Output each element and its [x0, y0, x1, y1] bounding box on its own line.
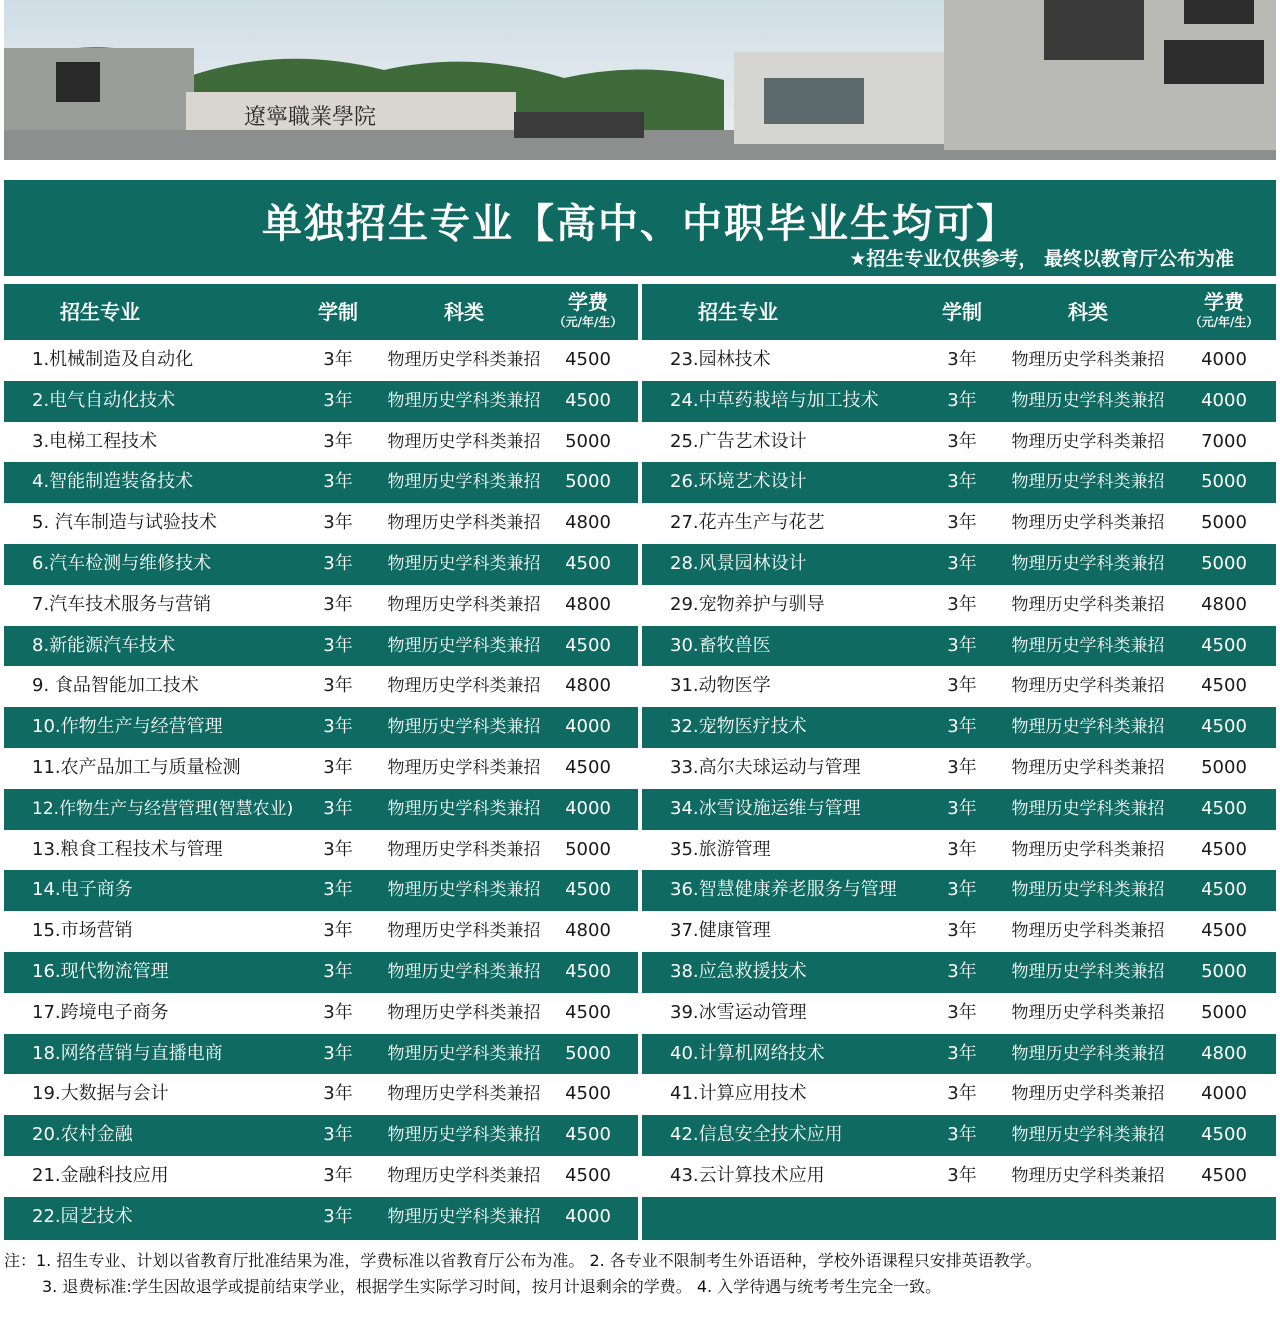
header-category: 科类 — [444, 300, 484, 324]
subject-category: 物理历史学科类兼招 — [1011, 839, 1165, 860]
tuition-fee: 5000 — [1201, 1001, 1247, 1023]
tuition-fee: 5000 — [565, 430, 611, 452]
study-length: 3年 — [323, 797, 353, 819]
table-row — [4, 462, 638, 503]
tuition-fee: 4500 — [1201, 1164, 1247, 1186]
major-name: 37.健康管理 — [670, 920, 771, 942]
tuition-fee: 5000 — [565, 1042, 611, 1064]
table-header — [642, 284, 1276, 340]
study-length: 3年 — [323, 756, 353, 778]
header-fee-label: 学费 — [1204, 290, 1244, 314]
major-name: 30.畜牧兽医 — [670, 634, 771, 656]
subject-category: 物理历史学科类兼招 — [387, 472, 541, 493]
major-name: 14.电子商务 — [32, 879, 133, 901]
major-name: 26.环境艺术设计 — [670, 471, 807, 493]
major-name: 32.宠物医疗技术 — [670, 716, 807, 738]
subject-category: 物理历史学科类兼招 — [1011, 635, 1165, 656]
subject-category: 物理历史学科类兼招 — [387, 513, 541, 534]
header-major: 招生专业 — [698, 300, 778, 324]
major-name: 42.信息安全技术应用 — [670, 1124, 843, 1146]
major-name: 12.作物生产与经营管理(智慧农业) — [32, 798, 294, 819]
title-banner — [4, 180, 1276, 276]
subject-category: 物理历史学科类兼招 — [387, 798, 541, 819]
subject-category: 物理历史学科类兼招 — [1011, 757, 1165, 778]
header-fee-label: 学费 — [568, 290, 608, 314]
study-length: 3年 — [323, 1164, 353, 1186]
table-row — [642, 626, 1276, 667]
table-row — [4, 503, 638, 544]
subject-category: 物理历史学科类兼招 — [1011, 1043, 1165, 1064]
major-name: 1.机械制造及自动化 — [32, 349, 194, 370]
major-name: 35.旅游管理 — [670, 838, 771, 860]
subject-category: 物理历史学科类兼招 — [387, 757, 541, 778]
major-name: 21.金融科技应用 — [32, 1164, 169, 1186]
subject-category: 物理历史学科类兼招 — [1011, 513, 1165, 534]
study-length: 3年 — [947, 716, 977, 738]
tuition-fee: 4500 — [1201, 920, 1247, 942]
study-length: 3年 — [323, 1124, 353, 1146]
subject-category: 物理历史学科类兼招 — [387, 1084, 541, 1105]
majors-table-right — [642, 284, 1276, 1240]
table-row — [642, 748, 1276, 789]
major-name: 27.花卉生产与花艺 — [670, 512, 825, 534]
gate-sign-text: 遼寧職業學院 — [244, 105, 377, 130]
table-row — [642, 340, 1276, 381]
study-length: 3年 — [947, 1124, 977, 1146]
study-length: 3年 — [323, 512, 353, 534]
major-name: 36.智慧健康养老服务与管理 — [670, 879, 897, 901]
table-row — [642, 666, 1276, 707]
tuition-fee: 4500 — [1201, 838, 1247, 860]
study-length: 3年 — [323, 879, 353, 901]
table-row — [4, 707, 638, 748]
subject-category: 物理历史学科类兼招 — [387, 717, 541, 738]
major-name: 6.汽车检测与维修技术 — [32, 552, 212, 574]
table-row — [642, 1115, 1276, 1156]
table-row — [642, 585, 1276, 626]
table-row — [4, 626, 638, 667]
header-fee-unit: （元/年/生） — [1189, 315, 1259, 329]
subject-category: 物理历史学科类兼招 — [1011, 1002, 1165, 1023]
table-row — [4, 748, 638, 789]
subject-category: 物理历史学科类兼招 — [1011, 676, 1165, 697]
subject-category: 物理历史学科类兼招 — [387, 390, 541, 411]
table-row — [642, 870, 1276, 911]
subject-category: 物理历史学科类兼招 — [387, 1206, 541, 1227]
study-length: 3年 — [947, 349, 977, 370]
table-row — [642, 422, 1276, 463]
study-length: 3年 — [947, 838, 977, 860]
tuition-fee: 4500 — [565, 756, 611, 778]
tuition-fee: 4000 — [1201, 389, 1247, 411]
table-row — [4, 993, 638, 1034]
subject-category: 物理历史学科类兼招 — [387, 594, 541, 615]
major-name: 25.广告艺术设计 — [670, 430, 807, 452]
header-category: 科类 — [1068, 300, 1108, 324]
tuition-fee: 4000 — [565, 1205, 611, 1227]
table-row — [4, 911, 638, 952]
study-length: 3年 — [947, 756, 977, 778]
tuition-fee: 5000 — [1201, 756, 1247, 778]
study-length: 3年 — [947, 593, 977, 615]
header-fee — [540, 290, 636, 330]
major-name: 24.中草药栽培与加工技术 — [670, 389, 879, 411]
subject-category: 物理历史学科类兼招 — [1011, 798, 1165, 819]
major-name: 4.智能制造装备技术 — [32, 471, 194, 493]
major-name: 39.冰雪运动管理 — [670, 1001, 807, 1023]
table-row — [4, 1197, 638, 1238]
study-length: 3年 — [323, 593, 353, 615]
study-length: 3年 — [947, 879, 977, 901]
subject-category: 物理历史学科类兼招 — [1011, 1165, 1165, 1186]
study-length: 3年 — [323, 471, 353, 493]
major-name: 18.网络营销与直播电商 — [32, 1042, 223, 1064]
study-length: 3年 — [947, 1042, 977, 1064]
tuition-fee: 4800 — [565, 675, 611, 697]
table-row — [4, 1074, 638, 1115]
subject-category: 物理历史学科类兼招 — [387, 1125, 541, 1146]
major-name: 34.冰雪设施运维与管理 — [670, 797, 861, 819]
header-major: 招生专业 — [60, 300, 140, 324]
study-length: 3年 — [947, 512, 977, 534]
header-length: 学制 — [942, 300, 982, 324]
table-row — [642, 544, 1276, 585]
tuition-fee: 4800 — [1201, 1042, 1247, 1064]
tuition-fee: 5000 — [1201, 471, 1247, 493]
table-row — [642, 462, 1276, 503]
tuition-fee: 4500 — [565, 1001, 611, 1023]
study-length: 3年 — [947, 634, 977, 656]
footnote-line-1: 注：1. 招生专业、计划以省教育厅批准结果为准，学费标准以省教育厅公布为准。 2. 各专业不限制考生外语语种，学校外语课程只安排英语教学。 — [4, 1251, 1042, 1270]
major-name: 10.作物生产与经营管理 — [32, 716, 223, 738]
tuition-fee: 4500 — [1201, 634, 1247, 656]
subject-category: 物理历史学科类兼招 — [387, 921, 541, 942]
tuition-fee: 4500 — [565, 879, 611, 901]
subject-category: 物理历史学科类兼招 — [387, 553, 541, 574]
tuition-fee: 5000 — [1201, 960, 1247, 982]
major-name: 29.宠物养护与驯导 — [670, 593, 825, 615]
subject-category: 物理历史学科类兼招 — [1011, 961, 1165, 982]
study-length: 3年 — [323, 430, 353, 452]
major-name: 9. 食品智能加工技术 — [32, 675, 199, 697]
tuition-fee: 4000 — [1201, 349, 1247, 370]
title-note: ★招生专业仅供参考， 最终以教育厅公布为准 — [849, 248, 1234, 270]
subject-category: 物理历史学科类兼招 — [1011, 350, 1165, 370]
major-name: 5. 汽车制造与试验技术 — [32, 512, 217, 534]
study-length: 3年 — [323, 675, 353, 697]
table-row — [642, 993, 1276, 1034]
study-length: 3年 — [947, 675, 977, 697]
table-row — [4, 544, 638, 585]
table-row — [4, 666, 638, 707]
study-length: 3年 — [947, 1164, 977, 1186]
major-name: 17.跨境电子商务 — [32, 1001, 169, 1023]
major-name: 13.粮食工程技术与管理 — [32, 838, 223, 860]
subject-category: 物理历史学科类兼招 — [1011, 921, 1165, 942]
major-name: 33.高尔夫球运动与管理 — [670, 756, 861, 778]
study-length: 3年 — [323, 349, 353, 370]
major-name: 16.现代物流管理 — [32, 960, 169, 982]
major-name: 3.电梯工程技术 — [32, 430, 158, 452]
table-body-left — [4, 340, 638, 1238]
table-row — [4, 1156, 638, 1197]
subject-category: 物理历史学科类兼招 — [1011, 717, 1165, 738]
header-fee-unit: （元/年/生） — [553, 315, 623, 329]
table-row — [4, 1115, 638, 1156]
subject-category: 物理历史学科类兼招 — [1011, 553, 1165, 574]
tuition-fee: 4500 — [1201, 797, 1247, 819]
major-name: 22.园艺技术 — [32, 1205, 133, 1227]
subject-category: 物理历史学科类兼招 — [387, 676, 541, 697]
table-row — [4, 422, 638, 463]
tuition-fee: 4000 — [1201, 1083, 1247, 1105]
study-length: 3年 — [947, 430, 977, 452]
table-row — [642, 1074, 1276, 1115]
study-length: 3年 — [323, 838, 353, 860]
tuition-fee: 4800 — [565, 593, 611, 615]
page-title: 单独招生专业【高中、中职毕业生均可】 — [262, 201, 1018, 247]
table-row — [4, 1034, 638, 1075]
tuition-fee: 5000 — [1201, 512, 1247, 534]
major-name: 40.计算机网络技术 — [670, 1042, 825, 1064]
subject-category: 物理历史学科类兼招 — [1011, 431, 1165, 452]
tuition-fee: 7000 — [1201, 430, 1247, 452]
subject-category: 物理历史学科类兼招 — [1011, 1125, 1165, 1146]
study-length: 3年 — [323, 389, 353, 411]
table-row — [642, 830, 1276, 871]
tuition-fee: 4500 — [1201, 1124, 1247, 1146]
subject-category: 物理历史学科类兼招 — [1011, 880, 1165, 901]
major-name: 7.汽车技术服务与营销 — [32, 593, 212, 615]
table-row — [4, 870, 638, 911]
tuition-fee: 4500 — [1201, 879, 1247, 901]
major-name: 28.风景园林设计 — [670, 552, 807, 574]
study-length: 3年 — [947, 471, 977, 493]
table-body-right — [642, 340, 1276, 1197]
subject-category: 物理历史学科类兼招 — [387, 1002, 541, 1023]
tuition-fee: 4500 — [1201, 716, 1247, 738]
tuition-fee: 4500 — [565, 552, 611, 574]
tuition-fee: 4500 — [565, 389, 611, 411]
study-length: 3年 — [323, 552, 353, 574]
tuition-fee: 4500 — [565, 1164, 611, 1186]
subject-category: 物理历史学科类兼招 — [1011, 1084, 1165, 1105]
table-row — [642, 503, 1276, 544]
tuition-fee: 5000 — [565, 838, 611, 860]
tuition-fee: 4500 — [565, 1083, 611, 1105]
table-row — [642, 911, 1276, 952]
tuition-fee: 5000 — [1201, 552, 1247, 574]
subject-category: 物理历史学科类兼招 — [387, 635, 541, 656]
table-row — [4, 340, 638, 381]
study-length: 3年 — [323, 960, 353, 982]
table-row — [642, 952, 1276, 993]
table-row — [4, 789, 638, 830]
major-name: 41.计算应用技术 — [670, 1083, 807, 1105]
tuition-fee: 4500 — [565, 1124, 611, 1146]
major-name: 23.园林技术 — [670, 349, 771, 370]
table-row — [642, 1156, 1276, 1197]
tuition-fee: 4000 — [565, 716, 611, 738]
majors-table-left — [4, 284, 638, 1240]
study-length: 3年 — [323, 634, 353, 656]
study-length: 3年 — [323, 1083, 353, 1105]
subject-category: 物理历史学科类兼招 — [1011, 390, 1165, 411]
subject-category: 物理历史学科类兼招 — [387, 350, 541, 370]
subject-category: 物理历史学科类兼招 — [387, 961, 541, 982]
study-length: 3年 — [947, 552, 977, 574]
tuition-fee: 4500 — [565, 960, 611, 982]
major-name: 20.农村金融 — [32, 1124, 133, 1146]
header-fee — [1176, 290, 1272, 330]
study-length: 3年 — [323, 716, 353, 738]
table-row — [642, 789, 1276, 830]
subject-category: 物理历史学科类兼招 — [1011, 594, 1165, 615]
major-name: 15.市场营销 — [32, 920, 133, 942]
study-length: 3年 — [323, 1042, 353, 1064]
major-name: 38.应急救援技术 — [670, 960, 807, 982]
table-row — [4, 381, 638, 422]
table-row — [4, 952, 638, 993]
table-row — [642, 1034, 1276, 1075]
study-length: 3年 — [323, 1205, 353, 1227]
subject-category: 物理历史学科类兼招 — [387, 1165, 541, 1186]
study-length: 3年 — [947, 797, 977, 819]
footnote-line-2: 3. 退费标准:学生因故退学或提前结束学业，根据学生实际学习时间，按月计退剩余的学费。 4. 入学待遇与统考考生完全一致。 — [42, 1277, 942, 1296]
study-length: 3年 — [947, 960, 977, 982]
subject-category: 物理历史学科类兼招 — [1011, 472, 1165, 493]
major-name: 19.大数据与会计 — [32, 1083, 169, 1105]
table-row — [4, 585, 638, 626]
tuition-fee: 4500 — [565, 634, 611, 656]
table-row — [4, 830, 638, 871]
subject-category: 物理历史学科类兼招 — [387, 431, 541, 452]
major-name: 2.电气自动化技术 — [32, 389, 176, 411]
tuition-fee: 4800 — [1201, 593, 1247, 615]
subject-category: 物理历史学科类兼招 — [387, 839, 541, 860]
tuition-fee: 4800 — [565, 512, 611, 534]
table-row — [642, 381, 1276, 422]
major-name: 11.农产品加工与质量检测 — [32, 756, 241, 778]
study-length: 3年 — [323, 920, 353, 942]
major-name: 31.动物医学 — [670, 675, 771, 697]
subject-category: 物理历史学科类兼招 — [387, 1043, 541, 1064]
header-length: 学制 — [318, 300, 358, 324]
campus-gate-photo — [4, 0, 1276, 160]
tuition-fee: 4000 — [565, 797, 611, 819]
study-length: 3年 — [947, 1083, 977, 1105]
study-length: 3年 — [947, 920, 977, 942]
tuition-fee: 4500 — [1201, 675, 1247, 697]
table-header — [4, 284, 638, 340]
tuition-fee: 5000 — [565, 471, 611, 493]
study-length: 3年 — [323, 1001, 353, 1023]
study-length: 3年 — [947, 1001, 977, 1023]
tuition-fee: 4800 — [565, 920, 611, 942]
major-name: 8.新能源汽车技术 — [32, 634, 176, 656]
tuition-fee: 4500 — [565, 349, 611, 370]
subject-category: 物理历史学科类兼招 — [387, 880, 541, 901]
table-row — [642, 707, 1276, 748]
major-name: 43.云计算技术应用 — [670, 1164, 825, 1186]
study-length: 3年 — [947, 389, 977, 411]
